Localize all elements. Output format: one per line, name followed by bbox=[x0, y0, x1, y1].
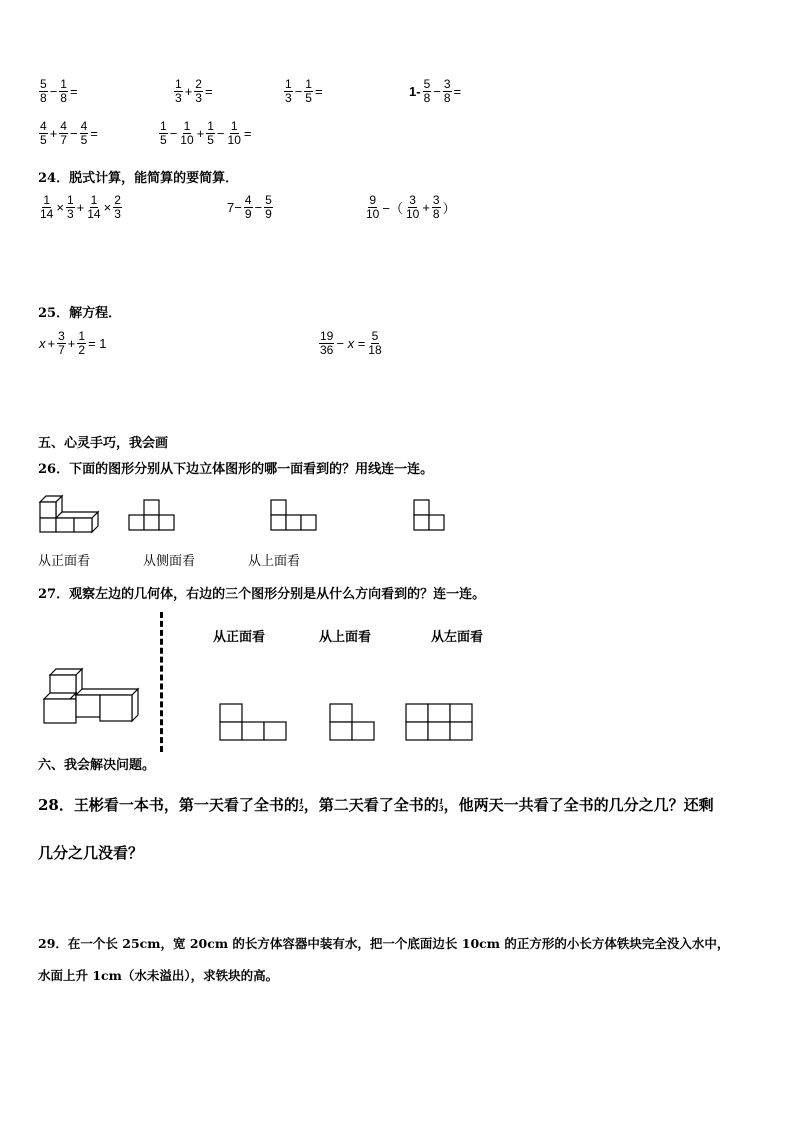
equation-25-1: x + $\frac{3}{7}$ + $\frac{1}{2}$ = 1 bbox=[39, 329, 107, 357]
section-5-heading: 五、心灵手巧，我会画 bbox=[38, 436, 169, 451]
q26-view-a bbox=[128, 498, 178, 534]
expr-24-1: $\frac{1}{14}$ × $\frac{1}{3}$ + $\frac{1}{14}$ × $\frac{2}{3}$ bbox=[40, 193, 121, 221]
question-28-line1: 28．王彬看一本书，第一天看了全书的 1 2 ，第二天看了全书的 1 3 ，他两天一共看了全书的几分之几？还剩 bbox=[38, 796, 714, 814]
question-27-title: 27．观察左边的几何体，右边的三个图形分别是从什么方向看到的？连一连。 bbox=[38, 587, 486, 602]
expr-23-2: $\frac{1}{3}$ + $\frac{2}{3}$ = bbox=[175, 77, 213, 105]
expr-23-3: $\frac{1}{3}$ − $\frac{1}{5}$ = bbox=[285, 77, 323, 105]
q27-label-front: 从正面看 bbox=[213, 630, 266, 645]
q26-view-c bbox=[412, 498, 448, 536]
q27-view-1 bbox=[218, 702, 290, 742]
expr-24-2: 7− $\frac{4}{9}$ − $\frac{5}{9}$ bbox=[227, 193, 272, 221]
expr-24-3: $\frac{9}{10}$ −（ $\frac{3}{10}$ + $\frac{3}{8}$ ） bbox=[366, 193, 456, 221]
dashed-divider bbox=[160, 612, 163, 752]
question-28-line2: 几分之几没看？ bbox=[38, 844, 144, 862]
fraction: $\frac{5}{8}$ bbox=[40, 77, 47, 105]
q26-label-side: 从侧面看 bbox=[143, 554, 196, 569]
equation-25-2: $\frac{19}{36}$ − x = $\frac{5}{18}$ bbox=[320, 329, 382, 357]
q26-solid-figure bbox=[38, 492, 102, 534]
q27-solid-figure bbox=[40, 665, 140, 727]
fraction-inline: 1 3 bbox=[438, 797, 444, 813]
q26-view-b bbox=[270, 498, 320, 534]
q27-label-left: 从左面看 bbox=[431, 630, 484, 645]
q27-label-top: 从上面看 bbox=[319, 630, 372, 645]
expr-23-1: $\frac{5}{8}$ − $\frac{1}{8}$ = bbox=[40, 77, 78, 105]
q26-label-front: 从正面看 bbox=[38, 554, 91, 569]
q27-view-2 bbox=[328, 702, 378, 742]
fraction-inline: 1 2 bbox=[298, 797, 304, 813]
question-26-title: 26．下面的图形分别从下边立体图形的哪一面看到的？用线连一连。 bbox=[38, 462, 434, 477]
expr-23-6: $\frac{1}{5}$ − $\frac{1}{10}$ + $\frac{1}{5}$ − $\frac{1}{10}$ = bbox=[160, 119, 252, 147]
fraction: $\frac{1}{8}$ bbox=[60, 77, 67, 105]
expr-23-4: 1- $\frac{5}{8}$ − $\frac{3}{8}$ = bbox=[409, 77, 462, 105]
question-24-title: 24．脱式计算，能简算的要简算． bbox=[38, 171, 239, 186]
section-6-heading: 六、我会解决问题。 bbox=[38, 758, 156, 773]
question-25-title: 25．解方程． bbox=[38, 306, 122, 321]
question-29-line1: 29．在一个长 25cm，宽 20cm 的长方体容器中装有水，把一个底面边长 10cm 的正方形的小长方体铁块完全没入水中， bbox=[38, 936, 730, 951]
question-29-line2: 水面上升 1cm（水未溢出），求铁块的高。 bbox=[38, 968, 279, 983]
q27-view-3 bbox=[404, 702, 476, 742]
expr-23-5: $\frac{4}{5}$ + $\frac{4}{7}$ − $\frac{4}{5}$ = bbox=[40, 119, 98, 147]
q26-label-top: 从上面看 bbox=[248, 554, 301, 569]
